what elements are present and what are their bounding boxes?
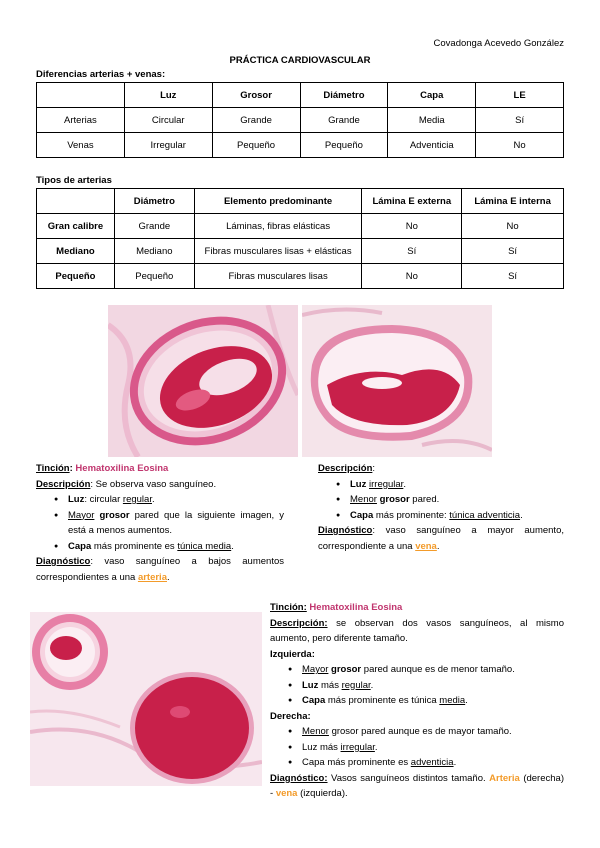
table-cell: Sí <box>362 239 462 264</box>
diagnosis-word: Arteria <box>489 772 520 784</box>
table-cell: Sí <box>476 108 564 133</box>
list-item: ● Capa más prominente es adventicia. <box>288 755 564 771</box>
list-item: ● Menor grosor pared aunque es de mayor tamaño. <box>288 724 564 740</box>
table-cell: Pequeño <box>37 264 115 289</box>
table-cell: Fibras musculares lisas <box>194 264 362 289</box>
tincion-value: Hematoxilina Eosina <box>309 602 403 613</box>
left-vessel-list <box>270 662 564 709</box>
table-cell: Mediano <box>37 239 115 264</box>
right-vessel-list <box>270 724 564 771</box>
list-item: ● Menor grosor pared. <box>336 492 564 508</box>
table-header <box>37 83 125 108</box>
descripcion-label: Descripción: <box>270 617 328 629</box>
vein-feature-list <box>318 477 564 524</box>
table-header-row <box>37 189 564 214</box>
table-header <box>37 189 115 214</box>
table-row <box>37 214 564 239</box>
diagnosis-word: vena <box>275 788 298 799</box>
tincion-label: Tinción: <box>270 602 307 613</box>
author-name: Covadonga Acevedo González <box>433 38 564 49</box>
list-item: ● Mayor grosor pared que la siguiente imagen, y está a menos aumentos. <box>54 508 284 539</box>
table-header: Lámina E externa <box>362 189 462 214</box>
artery-micrograph <box>108 305 298 457</box>
table-cell: Pequeño <box>212 133 300 158</box>
table-cell: Grande <box>212 108 300 133</box>
list-item: ● Capa más prominente es túnica media. <box>288 693 564 709</box>
table-cell: No <box>476 133 564 158</box>
table-header: Diámetro <box>300 83 388 108</box>
table-header: Luz <box>124 83 212 108</box>
descripcion-text: : Se observa vaso sanguíneo. <box>90 478 217 490</box>
table-cell: Láminas, fibras elásticas <box>194 214 362 239</box>
artery-feature-list <box>36 492 284 554</box>
diagnostico-label: Diagnóstico <box>36 556 91 567</box>
artery-types-table <box>36 188 564 289</box>
list-item: ● Luz más regular. <box>288 678 564 694</box>
list-item: ● Capa más prominente: túnica adventicia. <box>336 508 564 524</box>
list-item: ● Luz irregular. <box>336 477 564 493</box>
arteries-veins-table <box>36 82 564 158</box>
table-cell: Arterias <box>37 108 125 133</box>
table-cell: Grande <box>300 108 388 133</box>
vein-description: Descripción: ● Luz irregular. ● Menor grosor pared. ● Capa más prominente: túnica adventicia. Diagnóstico: vaso sanguíneo a mayor aumento, correspondiente a una vena. <box>318 461 564 554</box>
left-vessel-label: Izquierda: <box>270 648 315 660</box>
table-cell: Pequeño <box>300 133 388 158</box>
table-header-row <box>37 83 564 108</box>
two-vessels-micrograph <box>30 612 262 786</box>
table-cell: Circular <box>124 108 212 133</box>
diagnosis-word: arteria <box>137 571 167 583</box>
table-cell: Pequeño <box>114 264 194 289</box>
artery-description: Tinción: Hematoxilina Eosina Descripción: Se observa vaso sanguíneo. ● Luz: circular regular. ● Mayor grosor pared que la siguiente imagen, y está a menos aumentos. ● Capa más prominente es túnica media. Diagnóstico: vaso sanguíneo a bajos aumentos correspondientes a una arteria. <box>36 461 284 585</box>
table1-label: Diferencias arterias + venas: <box>36 69 166 80</box>
table-cell: Sí <box>462 239 564 264</box>
vein-micrograph <box>302 305 492 457</box>
table-cell: No <box>462 214 564 239</box>
two-vessels-description: Tinción: Hematoxilina Eosina Descripción: se observan dos vasos sanguíneos, al mismo aumento, pero diferente tamaño. Izquierda: ● Mayor grosor pared aunque es de menor tamaño. ● Luz más regular. ● Capa más prominente es túnica media. Derecha: ● Menor grosor pared aunque es de mayor tamaño. ● Luz más irregular. ● Capa más prominente es adventicia. Diagnóstico: Vasos sanguíneos distintos tamaño. Arteria (derecha) - vena (izquierda). <box>270 600 564 802</box>
table-row <box>37 133 564 158</box>
list-item: ● Luz más irregular. <box>288 740 564 756</box>
table-cell: Irregular <box>124 133 212 158</box>
table-header: Lámina E interna <box>462 189 564 214</box>
page-title: PRÁCTICA CARDIOVASCULAR <box>229 55 371 66</box>
table-cell: No <box>362 214 462 239</box>
table-cell: Gran calibre <box>37 214 115 239</box>
tincion-label: Tinción <box>36 463 70 474</box>
table-header: Elemento predominante <box>194 189 362 214</box>
right-vessel-label: Derecha: <box>270 710 311 722</box>
table-cell: Grande <box>114 214 194 239</box>
list-item: ● Capa más prominente es túnica media. <box>54 539 284 555</box>
list-item: ● Luz: circular regular. <box>54 492 284 508</box>
table2-label: Tipos de arterias <box>36 175 112 186</box>
diagnostico-label: Diagnóstico: <box>270 772 328 784</box>
table-cell: Venas <box>37 133 125 158</box>
table-cell: No <box>362 264 462 289</box>
descripcion-label: Descripción <box>318 463 373 474</box>
diagnosis-word: vena <box>415 540 437 552</box>
table-header: Grosor <box>212 83 300 108</box>
tincion-value: Hematoxilina Eosina <box>75 463 169 474</box>
table-cell: Sí <box>462 264 564 289</box>
table-cell: Adventicia <box>388 133 476 158</box>
table-row <box>37 239 564 264</box>
table-cell: Fibras musculares lisas + elásticas <box>194 239 362 264</box>
descripcion-label: Descripción <box>36 478 91 490</box>
diagnostico-label: Diagnóstico <box>318 525 373 536</box>
table-row <box>37 108 564 133</box>
table-row <box>37 264 564 289</box>
table-header: Capa <box>388 83 476 108</box>
table-header: Diámetro <box>114 189 194 214</box>
table-cell: Mediano <box>114 239 194 264</box>
table-header: LE <box>476 83 564 108</box>
list-item: ● Mayor grosor pared aunque es de menor tamaño. <box>288 662 564 678</box>
table-cell: Media <box>388 108 476 133</box>
